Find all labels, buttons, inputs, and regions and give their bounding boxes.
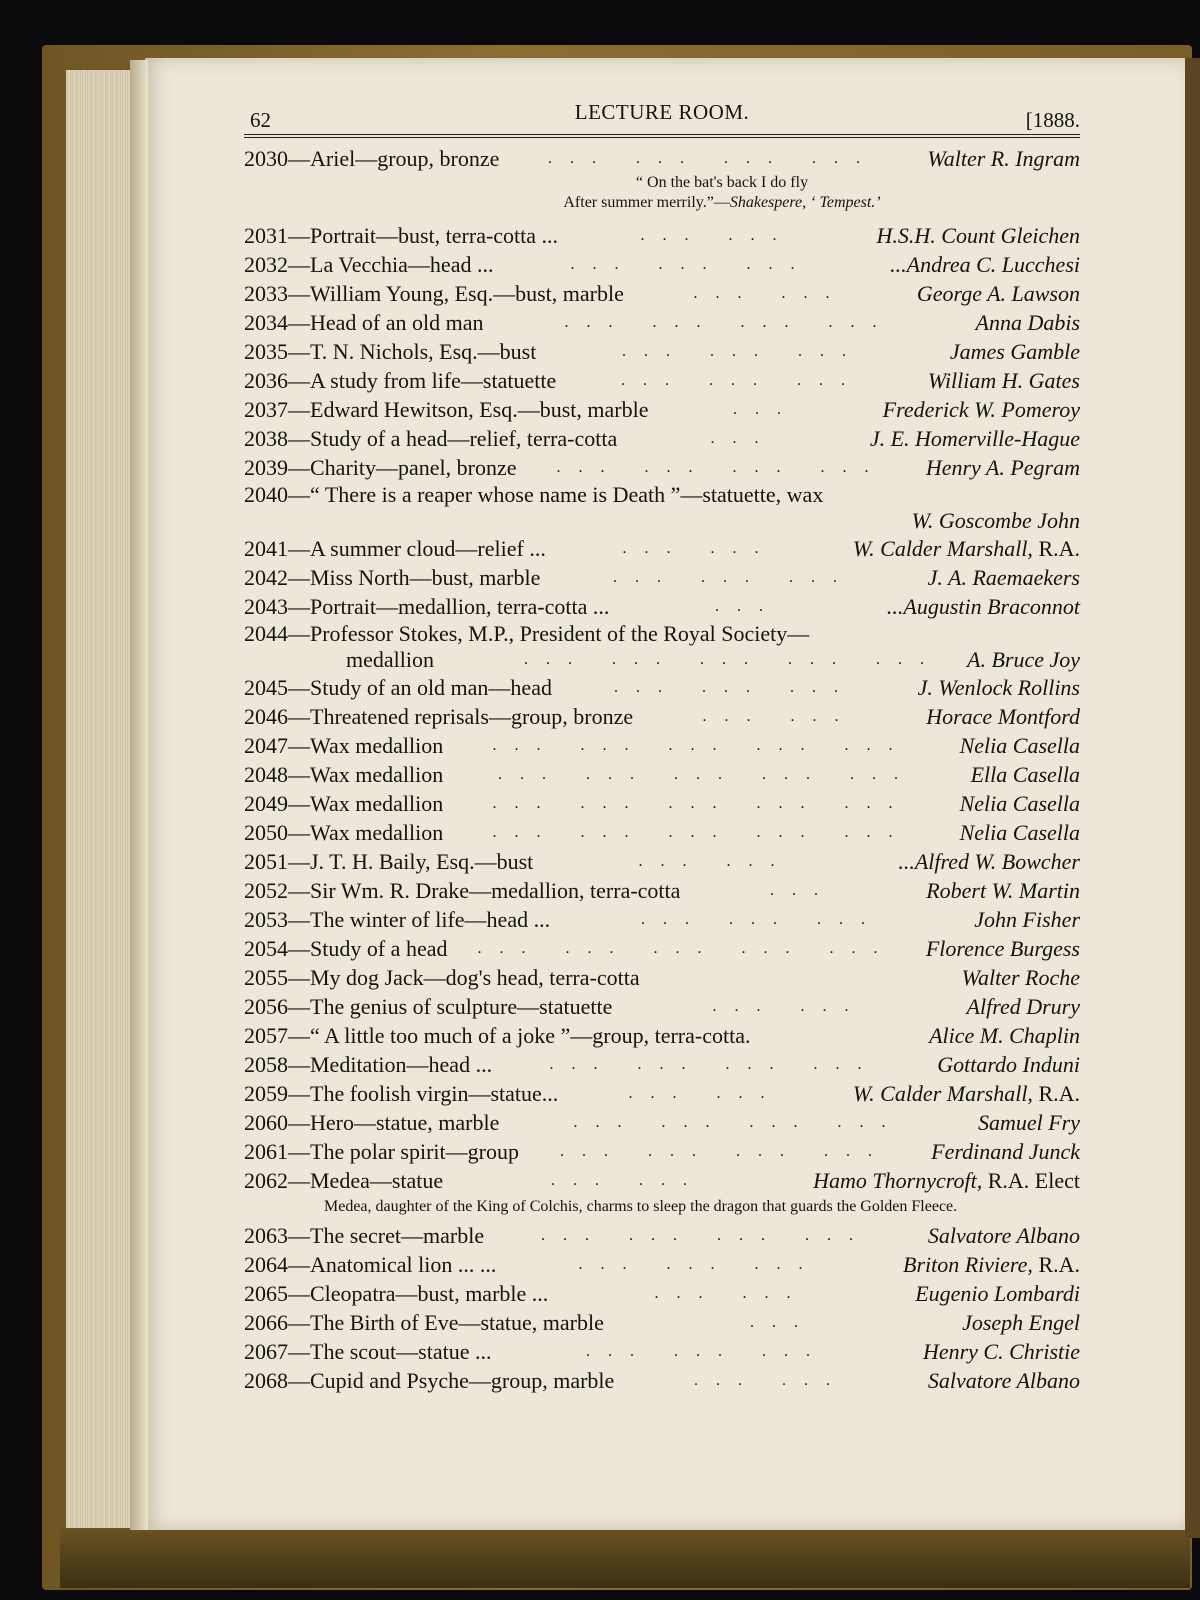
entry-artist: W. Goscombe John [911,508,1080,533]
entry-title: 2052—Sir Wm. R. Drake—medallion, terra-cotta [244,878,681,903]
entry-title: 2036—A study from life—statuette [244,368,557,393]
page-number: 62 [250,108,271,132]
entry-title: 2054—Study of a head [244,936,448,961]
catalogue-entry [244,818,1080,847]
entry-artist [960,731,1080,760]
artist-name: Samuel Fry [977,1110,1080,1135]
entry-list [244,673,1080,1195]
entry-artist [853,1079,1080,1108]
catalogue-entry [244,1079,1080,1108]
dot-leader: ... ... ... ... [541,1227,871,1244]
entry-title: 2049—Wax medallion [244,791,444,816]
quote-line: “ On the bat's back I do fly [635,174,809,191]
entry-title: 2046—Threatened reprisals—group, bronze [244,704,634,729]
artist-name: John Fisher [974,907,1080,932]
spacer [244,213,1080,221]
catalogue-entry [244,395,1080,424]
dot-leader: ... ... [712,998,867,1015]
entry-title: 2059—The foolish virgin—statue... [244,1081,559,1106]
entry-title: 2043—Portrait—medallion, terra-cotta ... [244,594,610,619]
header-rule [244,134,1080,135]
dot-leader: ... ... ... ... ... [477,940,896,957]
dot-leader: ... ... ... ... ... [524,651,942,668]
dot-leader: ... ... ... ... [549,1056,880,1073]
entry-title: 2055—My dog Jack—dog's head, terra-cotta [244,965,640,990]
dot-leader: ... ... ... [586,1343,828,1360]
dot-leader: ... ... [638,853,793,870]
entry-artist [853,534,1080,563]
catalogue-entry [244,1279,1080,1308]
catalogue-entry [244,424,1080,453]
catalogue-entry [244,1250,1080,1279]
dot-leader: ... ... [640,227,795,244]
artist-name: Anna Dabis [975,310,1080,335]
catalogue-entry [244,1366,1080,1395]
artist-name: Eugenio Lombardi [915,1281,1080,1306]
entry-title: 2034—Head of an old man [244,310,484,335]
catalogue-entry [244,308,1080,337]
dot-leader: ... [710,430,777,447]
entry-artist [967,992,1080,1021]
entry-title: 2061—The polar spirit—group [244,1139,519,1164]
entry-title: 2041—A summer cloud—relief ... [244,536,546,561]
artist-name: George A. Lawson [916,281,1080,306]
dot-leader: ... ... ... ... [573,1114,904,1131]
entry-artist [978,1108,1080,1137]
artist-name: Briton Riviere, [903,1252,1033,1277]
entry-title: 2060—Hero—statue, marble [244,1110,500,1135]
entry-title: 2056—The genius of sculpture—statuette [244,994,613,1019]
artist-name: Walter Roche [961,965,1080,990]
catalogue-entry [244,279,1080,308]
entry-artist [928,366,1080,395]
entry-title: 2058—Meditation—head ... [244,1052,493,1077]
artist-name: Salvatore Albano [927,1223,1080,1248]
entry-artist [937,1050,1080,1079]
book-cover-right [1185,58,1200,1538]
entry-title: 2033—William Young, Esq.—bust, marble [244,281,624,306]
page-gutter [130,60,148,1530]
entry-title: 2032—La Vecchia—head ... [244,252,494,277]
quote-text: After summer merrily.”— [563,194,730,211]
header-rule-2 [244,137,1080,138]
artist-name: ...Augustin Braconnot [886,594,1080,619]
artist-name: ...Alfred W. Bowcher [898,849,1080,874]
catalogue-entry [244,1166,1080,1195]
entry-artist [915,1279,1080,1308]
entry-artist [928,1221,1080,1250]
dot-leader: ... [750,1314,816,1331]
entry-artist [926,453,1080,482]
catalogue-entry [244,592,1080,621]
entry-list [244,1221,1080,1395]
catalogue-entry [244,992,1080,1021]
entry-artist [962,963,1080,992]
artist-name: J. A. Raemaekers [927,565,1080,590]
dot-leader: ... ... [693,285,848,302]
artist-honour: R.A. [1032,1081,1080,1106]
entry-title: 2062—Medea—statue [244,1168,444,1193]
artist-name: Ella Casella [970,762,1080,787]
entry-artist: A. Bruce Joy [967,647,1080,672]
catalogue-entry [244,534,1080,563]
entry-artist [974,905,1080,934]
entry-artist [917,279,1080,308]
artist-name: James Gamble [949,339,1080,364]
dot-leader: ... ... [628,1085,783,1102]
catalogue-entry [244,673,1080,702]
dot-leader: ... ... ... ... [564,314,895,331]
quote-line [364,193,1080,213]
artist-name: William H. Gates [927,368,1080,393]
dot-leader: ... ... ... ... ... [492,824,911,841]
dot-leader: ... ... ... [570,256,813,273]
artist-name: Nelia Casella [959,791,1080,816]
entry-artist [928,1366,1080,1395]
entry-title: 2047—Wax medallion [244,733,444,758]
entry-title: 2037—Edward Hewitson, Esq.—bust, marble [244,397,649,422]
artist-name: Hamo Thornycroft, [813,1168,983,1193]
dot-leader: ... ... ... ... ... [492,737,911,754]
entry-artist [918,673,1080,702]
catalogue-entry [244,963,1080,992]
artist-name: J. Wenlock Rollins [917,675,1080,700]
catalogue-entry [244,621,1080,647]
catalogue-entry-continuation [244,508,1080,534]
entry-title: 2053—The winter of life—head ... [244,907,551,932]
catalogue-entry [244,789,1080,818]
catalogue-entry [244,1221,1080,1250]
entry-title: 2063—The secret—marble [244,1223,485,1248]
entry-artist [923,1337,1080,1366]
entry-artist [926,876,1080,905]
entry-list [244,534,1080,621]
entry-artist: Walter R. Ingram [927,146,1080,171]
entry-artist [890,250,1080,279]
artist-honour: R.A. [1032,536,1080,561]
catalogue-entry [244,482,1080,508]
entry-list [244,221,1080,482]
dot-leader: ... ... ... ... [560,1143,890,1160]
quotation [244,173,1080,213]
artist-name: W. Calder Marshall, [852,1081,1033,1106]
catalogue-entry [244,1108,1080,1137]
entry-artist [926,702,1080,731]
entry-artist [929,1021,1080,1050]
artist-name: Joseph Engel [962,1310,1080,1335]
artist-name: ...Andrea C. Lucchesi [890,252,1080,277]
artist-name: Ferdinand Junck [931,1139,1080,1164]
catalogue-entry [244,934,1080,963]
dot-leader: ... ... ... [578,1256,821,1273]
dot-leader: ... ... ... [614,679,856,696]
artist-name: Frederick W. Pomeroy [882,397,1080,422]
artist-honour: R.A. [1032,1252,1080,1277]
entry-artist [931,1137,1080,1166]
entry-title: 2057—“ A little too much of a joke ”—group, terra-cotta. [244,1023,751,1048]
catalogue-entry [244,760,1080,789]
artist-name: Henry C. Christie [922,1339,1080,1364]
book-spine-bottom [60,1528,1190,1588]
entry-title: 2031—Portrait—bust, terra-cotta ... [244,223,559,248]
dot-leader: ... ... [694,1372,848,1389]
artist-honour: R.A. Elect [982,1168,1080,1193]
page-year: [1888. [1025,108,1080,132]
artist-name: H.S.H. Count Gleichen [876,223,1080,248]
entry-artist [903,1250,1080,1279]
catalogue-entry [244,1308,1080,1337]
entry-artist [928,563,1080,592]
entry-artist [870,424,1080,453]
catalogue-entry [244,905,1080,934]
catalogue-entry [244,847,1080,876]
catalogue-entry [244,337,1080,366]
dot-leader: ... ... [551,1172,705,1189]
catalogue-entry [244,876,1080,905]
page-title: LECTURE ROOM. [574,100,750,124]
dot-leader: ... [733,401,799,418]
dot-leader: ... ... ... ... [548,150,878,167]
catalogue-entry [244,702,1080,731]
catalogue-entry [244,1021,1080,1050]
entry-artist [971,760,1080,789]
catalogue-entry-continuation [244,647,1080,673]
artist-name: Robert W. Martin [926,878,1080,903]
dot-leader: ... ... ... [621,372,863,389]
entry-title: 2030—Ariel—group, bronze [244,146,500,171]
entry-title: 2051—J. T. H. Baily, Esq.—bust [244,849,534,874]
artist-name: Henry A. Pegram [925,455,1080,480]
entry-title: 2044—Professor Stokes, M.P., President of the Royal Society— [244,621,810,646]
dot-leader: ... ... ... ... ... [498,766,916,783]
entry-artist [960,789,1080,818]
catalogue-entry [244,250,1080,279]
entry-title: 2066—The Birth of Eve—statue, marble [244,1310,604,1335]
entry-title: 2048—Wax medallion [244,762,444,787]
entry-artist [887,592,1080,621]
catalogue-entry [244,1337,1080,1366]
catalogue-entry [244,221,1080,250]
entry-artist [950,337,1080,366]
artist-name: Nelia Casella [959,733,1080,758]
dot-leader: ... ... ... [622,343,864,360]
entry-title: 2068—Cupid and Psyche—group, marble [244,1368,615,1393]
artist-name: Alice M. Chaplin [929,1023,1080,1048]
entry-artist [883,395,1080,424]
entry-title: 2050—Wax medallion [244,820,444,845]
entry-title: 2042—Miss North—bust, marble [244,565,541,590]
artist-name: J. E. Homerville-Hague [869,426,1080,451]
entry-artist [926,934,1080,963]
artist-name: Nelia Casella [959,820,1080,845]
entry-artist [898,847,1080,876]
catalogue-entry [244,366,1080,395]
dot-leader: ... [715,598,781,615]
entry-title: 2045—Study of an old man—head [244,675,552,700]
entry-artist [976,308,1081,337]
catalogue-entry [244,1137,1080,1166]
catalogue-entry [244,144,1080,173]
artist-name: W. Calder Marshall, [852,536,1033,561]
dot-leader: ... ... [702,708,857,725]
entry-artist [962,1308,1080,1337]
entry-title: 2040—“ There is a reaper whose name is Death ”—statuette, wax [244,482,824,507]
entry-title: 2067—The scout—statue ... [244,1339,492,1364]
entry-title: 2039—Charity—panel, bronze [244,455,517,480]
artist-name: Florence Burgess [925,936,1080,961]
entry-artist [813,1166,1080,1195]
entry-artist [877,221,1080,250]
entry-artist [960,818,1080,847]
artist-name: Alfred Drury [966,994,1080,1019]
entry-title: 2065—Cleopatra—bust, marble ... [244,1281,549,1306]
dot-leader: ... ... ... [613,569,855,586]
running-head [244,100,1080,130]
dot-leader: ... ... [654,1285,809,1302]
dot-leader: ... ... [622,540,777,557]
entry-title: 2035—T. N. Nichols, Esq.—bust [244,339,537,364]
artist-name: Salvatore Albano [927,1368,1080,1393]
artist-name: Gottardo Induni [937,1052,1080,1077]
dot-leader: ... ... ... ... [556,459,887,476]
entry-note: Medea, daughter of the King of Colchis, charms to sleep the dragon that guards the Golden Fleece. [324,1198,958,1215]
page-content [244,100,1080,1395]
catalogue-entry [244,563,1080,592]
quote-attribution: Shakespere, ‘ Tempest.’ [729,194,881,211]
entry-title: 2064—Anatomical lion ... ... [244,1252,497,1277]
entry-title: 2038—Study of a head—relief, terra-cotta [244,426,618,451]
dot-leader: ... ... ... [641,911,883,928]
artist-name: Horace Montford [926,704,1080,729]
dot-leader: ... [770,882,836,899]
catalogue-entry [244,453,1080,482]
catalogue-entry [244,731,1080,760]
entry-title-continued: medallion [346,647,434,672]
dot-leader: ... ... ... ... ... [492,795,911,812]
catalogue-entry [244,1050,1080,1079]
